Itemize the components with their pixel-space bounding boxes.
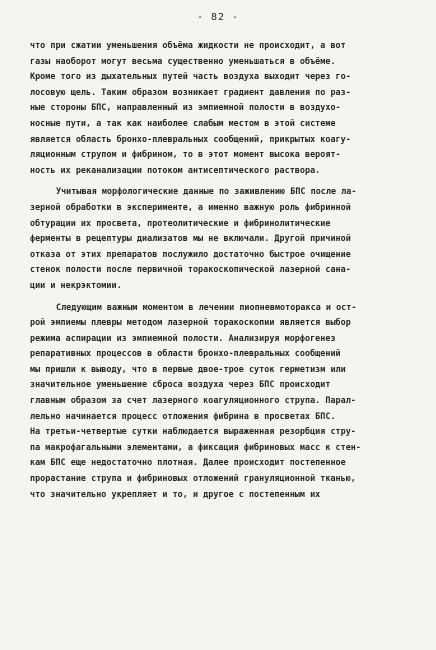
text-line: что значительно укрепляет и то, и другое с постепенным их: [30, 488, 321, 499]
text-line: ные стороны БПС, направленный из эмпиемной полости в воздухо-: [30, 102, 341, 113]
text-line: Кроме того из дыхательных путей часть воздуха выходит через го-: [30, 71, 351, 82]
text-line: ферменты в рецептуры диализатов мы не включали. Другой причиной: [30, 233, 351, 244]
text-line: мы пришли к выводу, что в первые двое-трое суток герметизм или: [30, 363, 346, 374]
page-number: - 82 -: [196, 12, 240, 23]
text-line: репаративных процессов в области бронхо-плевральных сообщений: [30, 348, 341, 359]
text-line: лосовую щель. Таким образом возникает градиент давления по раз-: [30, 86, 351, 97]
text-line: прорастание струпа и фибриновых отложений грануляционной тканью,: [30, 473, 356, 484]
text-line: па макрофагальными элементами, а фиксация фибриновых масс к стен-: [30, 441, 361, 452]
text-line: На третьи-четвертые сутки наблюдается выраженная резорбция стру-: [30, 426, 356, 437]
text-line: режима аспирации из эмпиемной полости. Анализируя морфогенез: [30, 332, 336, 343]
text-line: ность их реканализации потоком антисептического раствора.: [30, 164, 321, 175]
text-line: рой эмпиемы плевры методом лазерной торакоскопии является выбор: [30, 317, 351, 328]
text-line: что при сжатии уменьшения объёма жидкости не происходит, а вот: [30, 40, 346, 50]
text-line: лельно начинается процесс отложения фибрина в просветах БПС.: [30, 410, 336, 421]
text-line: газы наоборот могут весьма существенно уменьшаться в объёме.: [30, 55, 336, 66]
text-line: главным образом за счет лазерного коагуляционного струпа. Парал-: [30, 395, 356, 406]
text-line: значительное уменьшение сброса воздуха через БПС происходит: [30, 379, 331, 390]
text-line: стенок полости после первичной торакоскопической лазерной сана-: [30, 264, 351, 275]
text-line: зерной обработки в эксперименте, а именно важную роль фибринной: [30, 201, 351, 212]
body-text: [30, 38, 422, 502]
paragraph-2: [30, 184, 422, 293]
text-line: кам БПС еще недостаточно плотная. Далее происходит постепенное: [30, 457, 346, 468]
text-line: ции и некрэктомии.: [30, 279, 122, 290]
text-line: обтурации их просвета, протеолитические и фибринолитические: [30, 217, 331, 228]
paragraph-1: [30, 38, 422, 178]
text-line: ляционным струпом и фибрином, то в этот момент высока вероят-: [30, 149, 341, 160]
text-line: является область бронхо-плевральных сообщений, прикрытых коагу-: [30, 133, 351, 144]
text-line: носные пути, а так как наиболее слабым местом в этой системе: [30, 117, 336, 128]
text-line: Следующим важным моментом в лечении пиопневмоторакса и ост-: [56, 301, 357, 312]
paragraph-3: [30, 300, 422, 503]
text-line: Учитывая морфологические данные по заживлению БПС после ла-: [56, 186, 357, 197]
text-line: отказа от этих препаратов послужило достаточно быстрое очищение: [30, 248, 351, 259]
